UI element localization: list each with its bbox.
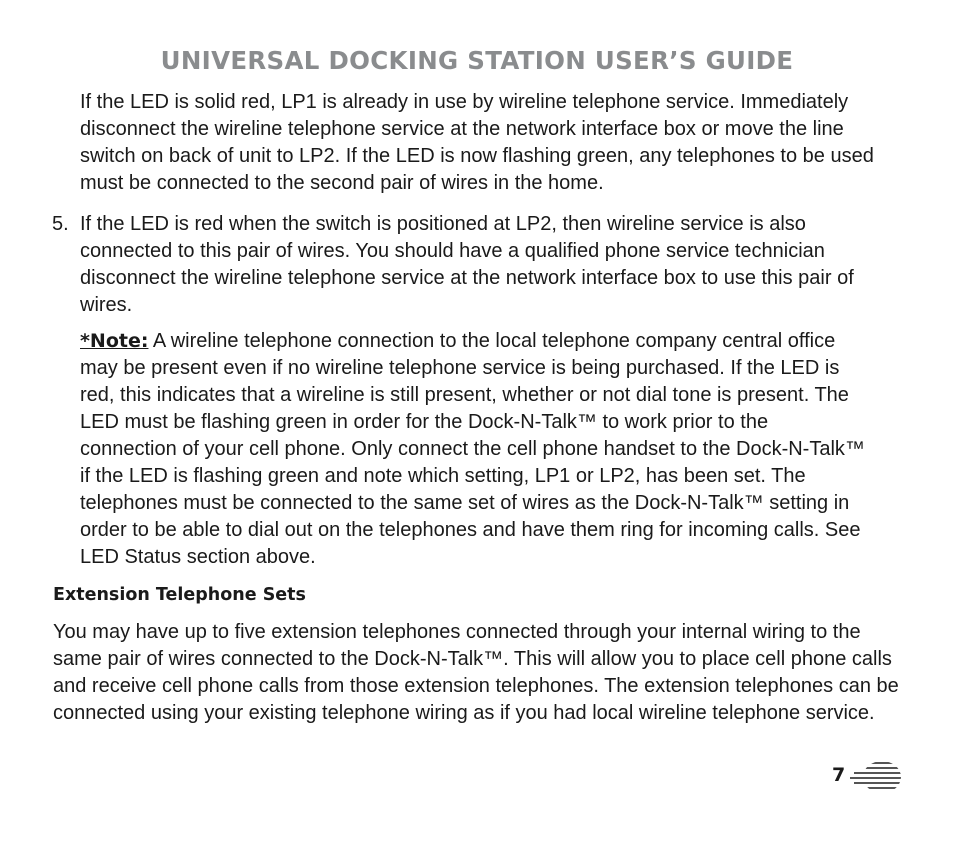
page-title: UNIVERSAL DOCKING STATION USER’S GUIDE bbox=[160, 46, 794, 75]
paragraph-led-solid-red: If the LED is solid red, LP1 is already in use by wireline telephone service. Immediately disconnect the wireline telephone service at the network interface box or move the line switch on back of unit to LP2. If the LED is now flashing green, any telephones to be used must be connected to the second pair of wires in the home. bbox=[80, 91, 874, 194]
section-heading: Extension Telephone Sets bbox=[53, 585, 306, 605]
note-paragraph bbox=[80, 328, 870, 571]
page-number: 7 bbox=[832, 764, 846, 786]
list-item-text: If the LED is red when the switch is positioned at LP2, then wireline service is also connected to this pair of wires. You should have a qualified phone service technician disconnect the wireline telephone service at the network interface box to use this pair of wires. bbox=[80, 213, 854, 316]
note-label: *Note: bbox=[80, 330, 149, 352]
list-item-number: 5. bbox=[52, 213, 69, 235]
note-text: A wireline telephone connection to the local telephone company central office may be present even if no wireline telephone service is being purchased. If the LED is red, this indicates that a wireline is still present, whether or not dial tone is present. The LED must be flashing green in order for the Dock-N-Talk™ to work prior to the connection of your cell phone. Only connect the cell phone handset to the Dock-N-Talk™ if the LED is flashing green and note which setting, LP1 or LP2, has been set. The telephones must be connected to the same set of wires as the Dock-N-Talk™ setting in order to be able to dial out on the telephones and have them ring for incoming calls. See LED Status section above. bbox=[80, 330, 865, 568]
striped-globe-logo-icon bbox=[848, 760, 902, 794]
section-paragraph: You may have up to five extension telephones connected through your internal wiring to the same pair of wires connected to the Dock-N-Talk™. This will allow you to place cell phone calls and receive cell phone calls from those extension telephones. The extension telephones can be connected using your existing telephone wiring as if you had local wireline telephone service. bbox=[53, 621, 899, 724]
